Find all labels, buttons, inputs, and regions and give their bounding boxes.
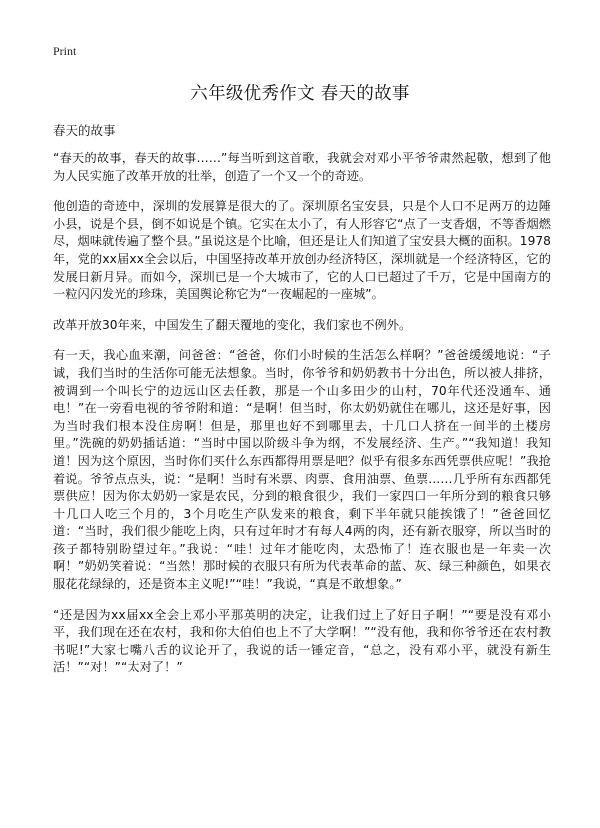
paragraph: “还是因为xx届xx全会上邓小平那英明的决定，让我们过上了好日子啊！”“要是没有邓小平，我们现在还在农村，我和你大伯伯也上不了大学啊！”“没有他，我和你爷爷还在农村教书呢!”大家七嘴八舌的议论开了，我说的话一锤定音，“总之，没有邓小平，就没有新生活！”“对！”“太对了！”: [53, 607, 551, 675]
paragraph: “春天的故事，春天的故事……”每当听到这首歌，我就会对邓小平爷爷肃然起敬，想到了他为人民实施了改革开放的壮举，创造了一个又一个的奇迹。: [53, 151, 551, 183]
paragraph: 他创造的奇迹中，深圳的发展算是很大的了。深圳原名宝安县，只是个人口不足两万的边陲小县，说是个县，倒不如说是个镇。它实在太小了，有人形容它“点了一支香烟，不等香烟燃尽，烟味就传遍了整个县。”虽说这是个比喻，但还是让人们知道了宝安县大概的面积。1978年，党的xx届xx全会以后，中国坚持改革开放创办经济特区，深圳就是一个经济特区，它的发展日新月异。而如今，深圳已是一个大城市了，它的人口已超过了千万，它是中国南方的一粒闪闪发光的珍珠，美国舆论称它为“一夜崛起的一座城”。: [53, 199, 551, 302]
article-subtitle: 春天的故事: [53, 123, 116, 138]
article-body: [53, 150, 551, 690]
print-link[interactable]: Print: [53, 44, 77, 58]
article-title: 六年级优秀作文 春天的故事: [190, 84, 410, 104]
paragraph: 有一天，我心血来潮，问爸爸：“爸爸，你们小时候的生活怎么样啊？”爸爸缓缓地说：“子诚，我们当时的生活你可能无法想象。当时，你爷爷和奶奶教书十分出色，所以被人排挤，被调到一个叫长宁的边远山区去任教，那是一个山多田少的山村，70年代还没通车、通电！”在一旁看电视的爷爷附和道：“是啊！但当时，你太奶奶就住在哪儿，这还是好事，因为当时我们根本没住房啊！但是，那里也好不到哪里去，十几口人挤在一间半的土楼房里。”洗碗的奶奶插话道：“当时中国以阶级斗争为纲，不发展经济、生产。”“我知道！我知道！因为这个原因，当时你们买什么东西都得用票是吧？似乎有很多东西凭票供应呢！”我抢着说。爷爷点点头，说：“是啊！当时有米票、肉票、食用油票、鱼票……几乎所有东西都凭票供应！因为你太奶奶一家是农民，分到的粮食很少，我们一家四口一年所分到的粮食只够十几口人吃三个月的，3个月吃生产队发来的粮食，剩下半年就只能挨饿了！”爸爸回忆道：“当时，我们很少能吃上肉，只有过年时才有每人4两的肉，还有新衣服穿，所以当时的孩子都特别盼望过年。”我说：“哇！过年才能吃肉，太恐怖了！连衣服也是一年卖一次啊！”奶奶笑着说：“当然！那时候的衣服只有所为代表革命的蓝、灰、绿三种颜色，如果衣服花花绿绿的，还是资本主义呢!”“哇！”我说，“真是不敢想象。”: [53, 348, 551, 592]
paragraph: 改革开放30年来，中国发生了翻天覆地的变化，我们家也不例外。: [53, 317, 412, 332]
